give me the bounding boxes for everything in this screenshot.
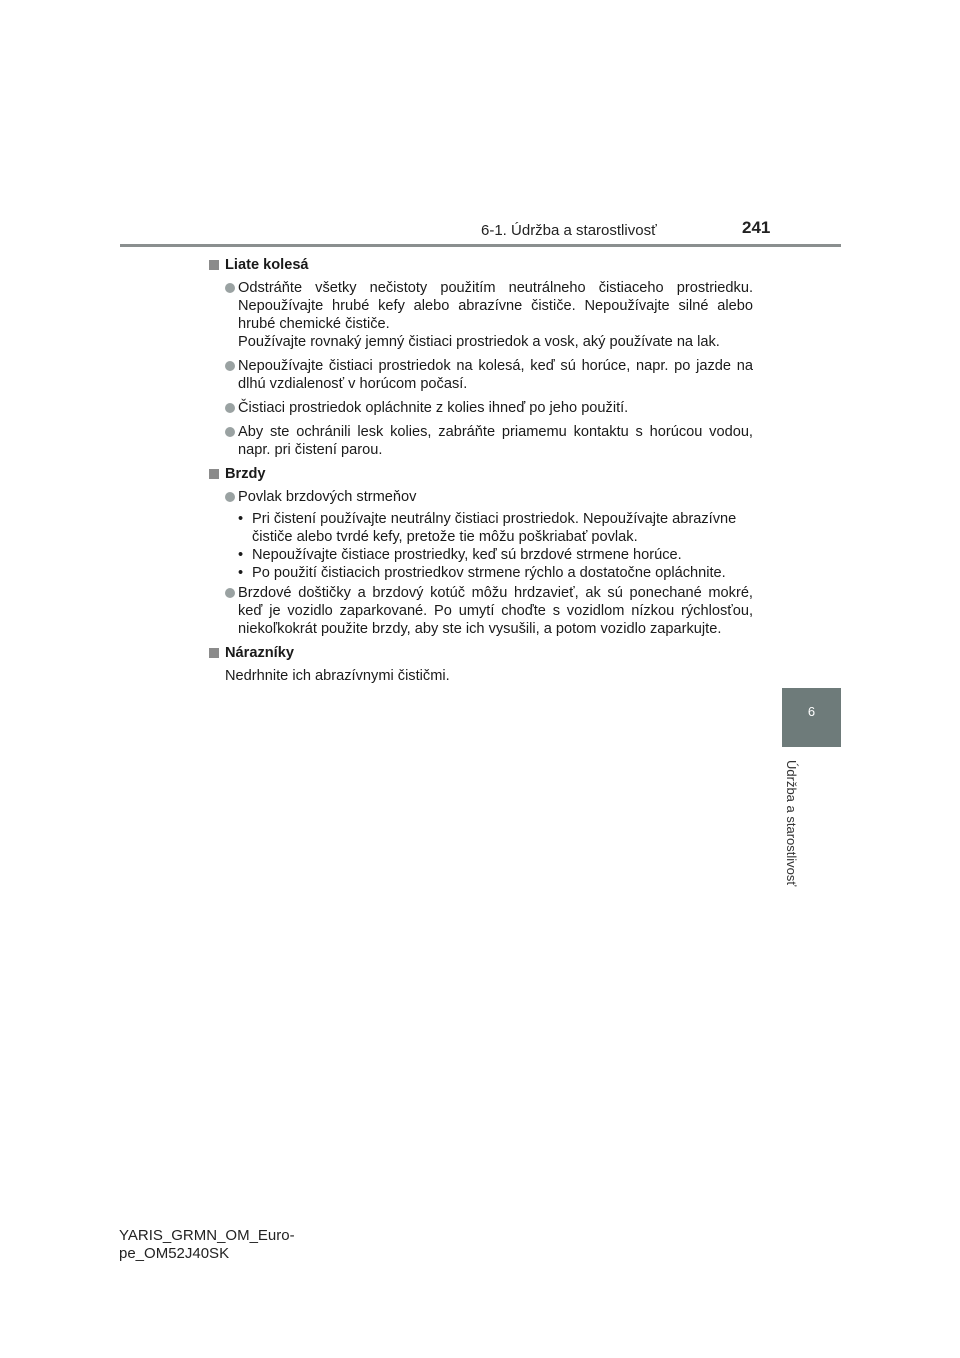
circle-bullet-icon [225, 403, 235, 413]
sub-list [208, 510, 753, 582]
dot-bullet-icon: • [238, 511, 244, 527]
list-item-text: Používajte rovnaký jemný čistiaci prostriedok a vosk, aký používate na lak. [238, 334, 720, 350]
list-item-text: Čistiaci prostriedok opláchnite z kolies ihneď po jeho použití. [238, 400, 629, 416]
section-heading-wheels [208, 256, 753, 274]
document-footer [119, 1227, 295, 1263]
square-bullet-icon [209, 648, 219, 658]
sub-item-text: Po použití čistiacich prostriedkov strmene rýchlo a dostatočne opláchnite. [252, 565, 726, 581]
chapter-tab [782, 688, 841, 747]
dot-bullet-icon: • [238, 547, 244, 563]
page-header [0, 0, 960, 250]
circle-bullet-icon [225, 492, 235, 502]
square-bullet-icon [209, 260, 219, 270]
section-heading-brakes [208, 465, 753, 483]
list-item [208, 357, 753, 393]
heading-text: Brzdy [225, 466, 266, 482]
heading-text: Nárazníky [225, 645, 294, 661]
heading-text: Liate kolesá [225, 257, 309, 273]
footer-line: pe_OM52J40SK [119, 1245, 230, 1262]
square-bullet-icon [209, 469, 219, 479]
list-item [208, 399, 753, 417]
list-item [208, 584, 753, 638]
sub-list-item [238, 510, 753, 546]
circle-bullet-icon [225, 427, 235, 437]
section-text: Nedrhnite ich abrazívnymi čističmi. [225, 668, 450, 684]
sub-list-item [238, 564, 753, 582]
list-item [208, 423, 753, 459]
list-item [208, 488, 753, 506]
header-divider [120, 244, 841, 247]
sub-item-text: Nepoužívajte čistiace prostriedky, keď sú brzdové strmene horúce. [252, 547, 682, 563]
chapter-label: Údržba a starostlivosť [784, 760, 799, 887]
circle-bullet-icon [225, 361, 235, 371]
section-title: 6-1. Údržba a starostlivosť [481, 222, 657, 239]
footer-line: YARIS_GRMN_OM_Euro- [119, 1227, 295, 1244]
page-number: 241 [742, 218, 771, 237]
circle-bullet-icon [225, 283, 235, 293]
dot-bullet-icon: • [238, 565, 244, 581]
circle-bullet-icon [225, 588, 235, 598]
sub-item-text: Pri čistení používajte neutrálny čistiaci prostriedok. Nepoužívajte abrazívne čističe alebo tvrdé kefy, pretože tie môžu poškriabať povlak. [252, 511, 737, 545]
list-item-text: Odstráňte všetky nečistoty použitím neutrálneho čistiaceho prostriedku. Nepoužívajte hrubé kefy alebo abrazívne čističe. Nepoužívajte silné alebo hrubé chemické čističe. [238, 280, 753, 332]
section-heading-bumpers [208, 644, 753, 662]
list-item-text: Povlak brzdových strmeňov [238, 489, 417, 505]
main-content [208, 254, 753, 691]
chapter-side-label [784, 760, 808, 905]
list-item [208, 279, 753, 351]
list-item-text: Nepoužívajte čistiaci prostriedok na kolesá, keď sú horúce, napr. po jazde na dlhú vzdialenosť v horúcom počasí. [238, 358, 753, 392]
sub-list-item [238, 546, 753, 564]
list-item-text: Brzdové doštičky a brzdový kotúč môžu hrdzavieť, ak sú ponechané mokré, keď je vozidlo zaparkované. Po umytí choďte s vozidlom nízkou rýchlosťou, niekoľkokrát použite brzdy, aby ste ich vysušili, a potom vozidlo zaparkujte. [238, 585, 753, 637]
list-item-text: Aby ste ochránili lesk kolies, zabráňte priamemu kontaktu s horúcou vodou, napr. pri čistení parou. [238, 424, 753, 458]
chapter-number: 6 [807, 704, 816, 719]
